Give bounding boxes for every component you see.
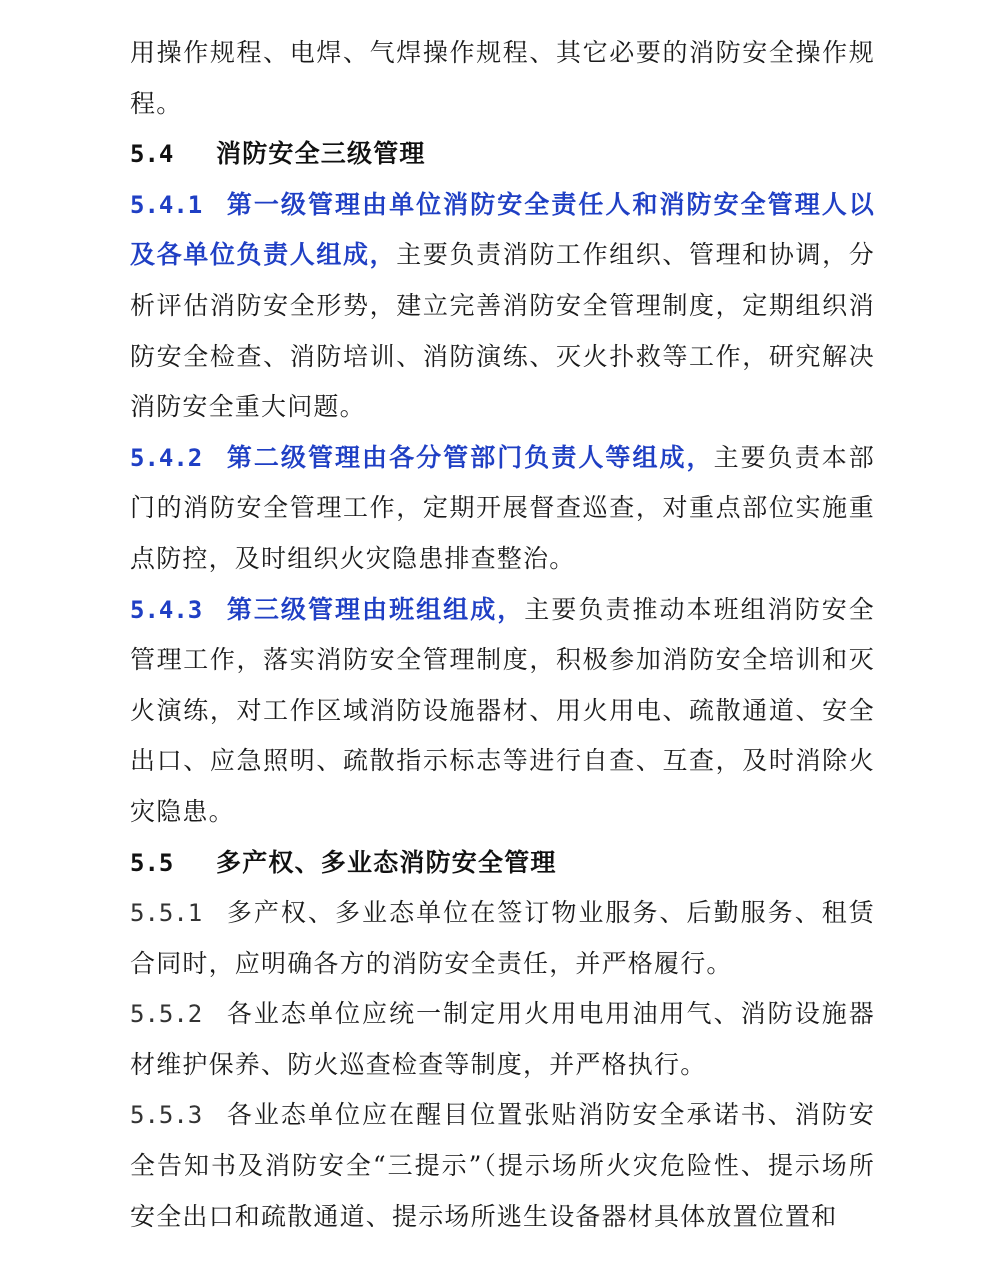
section-title: 消防安全三级管理 bbox=[216, 139, 426, 169]
paragraph-continuation bbox=[130, 28, 875, 129]
clause-number: 5.4.2 bbox=[130, 443, 203, 472]
paragraph-5-4-2 bbox=[130, 433, 875, 585]
clause-body: 主要负责本部门的消防安全管理工作，定期开展督查巡查，对重点部位实施重点防控，及时组织火灾隐患排查整治。 bbox=[130, 442, 876, 573]
clause-lead: 第二级管理由各分管部门负责人等组成， bbox=[226, 442, 714, 472]
clause-lead: 第三级管理由班组组成， bbox=[226, 594, 525, 624]
section-title: 多产权、多业态消防安全管理 bbox=[216, 847, 557, 877]
clause-number: 5.5.3 bbox=[130, 1101, 203, 1130]
clause-body: 各业态单位应在醒目位置张贴消防安全承诺书、消防安全告知书及消防安全“三提示”（提示场所火灾危险性、提示场所安全出口和疏散通道、提示场所逃生设备器材具体放置位置和 bbox=[130, 1100, 875, 1231]
clause-body: 主要负责消防工作组织、管理和协调，分析评估消防安全形势，建立完善消防安全管理制度，定期组织消防安全检查、消防培训、消防演练、灭火扑救等工作，研究解决消防安全重大问题。 bbox=[130, 240, 875, 422]
clause-number: 5.4.3 bbox=[130, 595, 203, 624]
section-number: 5.4 bbox=[130, 140, 174, 169]
paragraph-5-5-1 bbox=[130, 888, 875, 989]
clause-body: 多产权、多业态单位在签订物业服务、后勤服务、租赁合同时，应明确各方的消防安全责任，并严格履行。 bbox=[130, 898, 875, 978]
clause-number: 5.4.1 bbox=[130, 190, 203, 219]
paragraph-5-5-3 bbox=[130, 1090, 875, 1242]
paragraph-body: 用操作规程、电焊、气焊操作规程、其它必要的消防安全操作规程。 bbox=[130, 38, 875, 118]
clause-number: 5.5.1 bbox=[130, 899, 203, 928]
clause-body: 主要负责推动本班组消防安全管理工作，落实消防安全管理制度，积极参加消防安全培训和灭火演练，对工作区域消防设施器材、用火用电、疏散通道、安全出口、应急照明、疏散指示标志等进行自查、互查，及时消除火灾隐患。 bbox=[130, 594, 875, 826]
paragraph-5-4-3 bbox=[130, 585, 875, 838]
paragraph-5-5-2 bbox=[130, 989, 875, 1090]
section-heading-5-4 bbox=[130, 129, 875, 180]
document-page bbox=[130, 28, 875, 1242]
clause-number: 5.5.2 bbox=[130, 1000, 203, 1029]
section-number: 5.5 bbox=[130, 848, 174, 877]
section-heading-5-5 bbox=[130, 838, 875, 889]
clause-body: 各业态单位应统一制定用火用电用油用气、消防设施器材维护保养、防火巡查检查等制度，并严格执行。 bbox=[130, 999, 875, 1079]
clause-lead: 第一级管理由单位消防安全责任人和消防安全管理人以及各单位负责人组成， bbox=[130, 189, 875, 270]
paragraph-5-4-1 bbox=[130, 180, 875, 433]
